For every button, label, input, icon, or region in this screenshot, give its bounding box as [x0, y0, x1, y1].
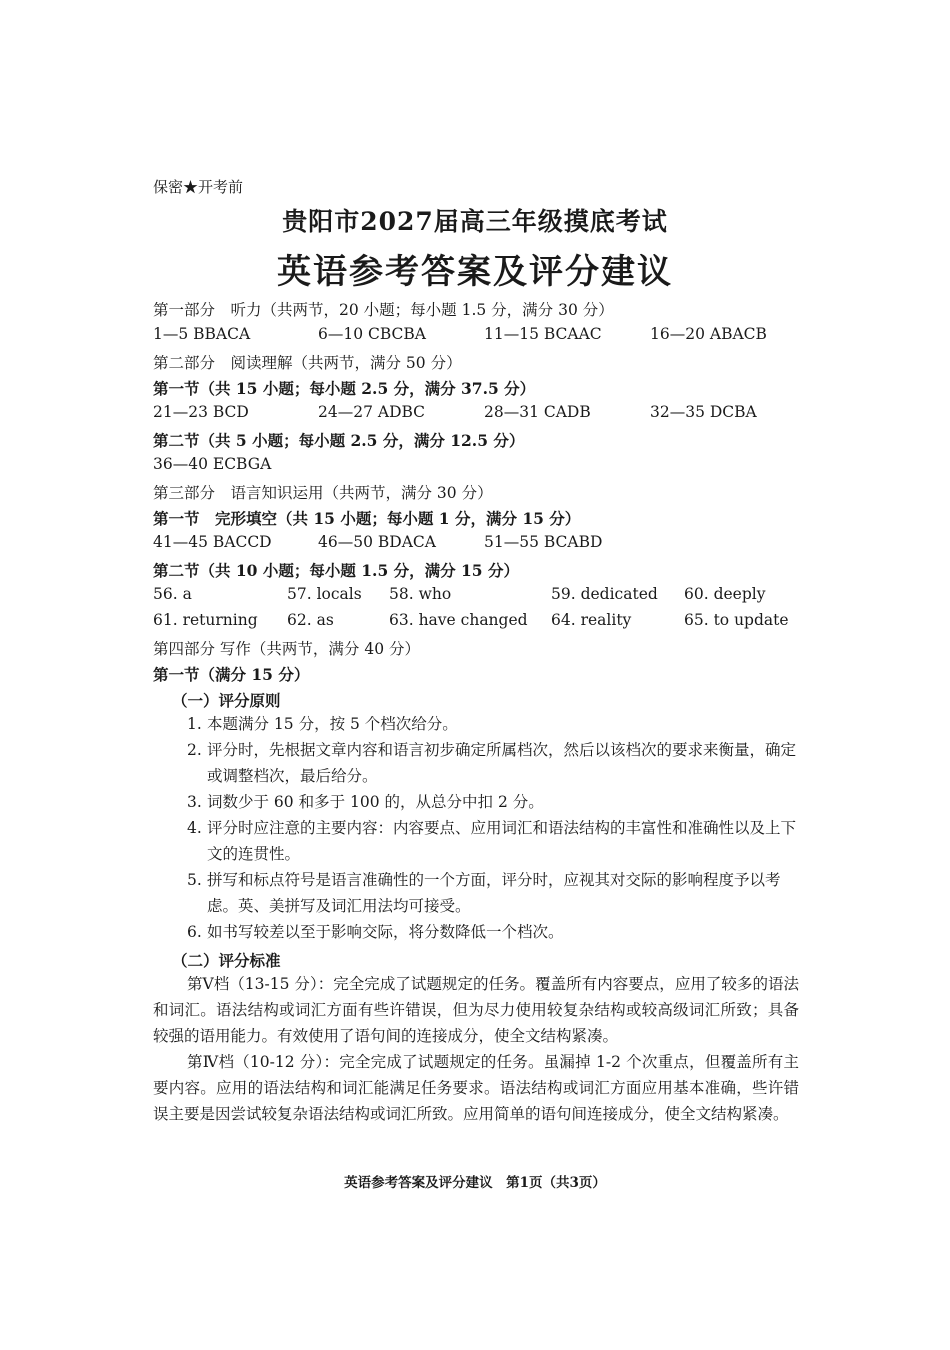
part3-sec2-heading: 第二节（共 10 小题；每小题 1.5 分，满分 15 分） — [153, 561, 519, 580]
principles-heading: （一）评分原则 — [172, 691, 281, 710]
answer-item: 60. deeply — [684, 585, 766, 603]
answer-group: 6—10 CBCBA — [318, 325, 426, 343]
answer-group: 36—40 ECBGA — [153, 455, 272, 473]
part3-heading: 第三部分 语言知识运用（共两节，满分 30 分） — [153, 484, 493, 502]
principle-text: 拼写和标点符号是语言准确性的一个方面，评分时，应视其对交际的影响程度予以考虑。英、美拼写及词汇用法均可接受。 — [207, 871, 781, 915]
exam-title: 贵阳市2027届高三年级摸底考试 — [282, 207, 668, 236]
principle-number: 5. — [187, 871, 202, 889]
answer-item: 61. returning — [153, 611, 258, 629]
part4-sec1-heading: 第一节（满分 15 分） — [153, 665, 310, 684]
principle-text: 词数少于 60 和多于 100 的，从总分中扣 2 分。 — [207, 793, 544, 811]
principle-number: 1. — [187, 715, 202, 733]
answer-group: 51—55 BCABD — [484, 533, 603, 551]
principle-number: 3. — [187, 793, 202, 811]
answer-group: 16—20 ABACB — [650, 325, 767, 343]
answer-item: 63. have changed — [389, 611, 528, 629]
confidential-label: 保密★开考前 — [153, 178, 244, 196]
principle-number: 2. — [187, 741, 202, 759]
answer-item: 59. dedicated — [551, 585, 658, 603]
answer-group: 11—15 BCAAC — [484, 325, 602, 343]
principle-number: 6. — [187, 923, 202, 941]
document-title: 英语参考答案及评分建议 — [277, 252, 673, 292]
answer-item: 58. who — [389, 585, 452, 603]
answer-item: 64. reality — [551, 611, 632, 629]
answer-group: 41—45 BACCD — [153, 533, 272, 551]
criteria-paragraph: 第Ⅳ档（10-12 分）：完全完成了试题规定的任务。虽漏掉 1-2 个次重点，但覆盖所有主要内容。应用的语法结构和词汇能满足任务要求。语法结构或词汇方面应用基本准确，些许错误主要是因尝试较复杂语法结构或词汇所致。应用简单的语句间连接成分，使全文结构紧凑。 — [153, 1053, 799, 1123]
answer-group: 24—27 ADBC — [318, 403, 426, 421]
answer-group: 1—5 BBACA — [153, 325, 251, 343]
answer-item: 56. a — [153, 585, 192, 603]
answer-item: 57. locals — [287, 585, 362, 603]
answer-group: 46—50 BDACA — [318, 533, 436, 551]
part1-heading: 第一部分 听力（共两节，20 小题；每小题 1.5 分，满分 30 分） — [153, 301, 614, 319]
part4-heading: 第四部分 写作（共两节，满分 40 分） — [153, 640, 421, 658]
principle-text: 如书写较差以至于影响交际，将分数降低一个档次。 — [207, 923, 564, 941]
answer-group: 21—23 BCD — [153, 403, 249, 421]
answer-item: 62. as — [287, 611, 334, 629]
principle-text: 本题满分 15 分，按 5 个档次给分。 — [207, 715, 458, 733]
answer-group: 28—31 CADB — [484, 403, 591, 421]
principle-text: 评分时应注意的主要内容：内容要点、应用词汇和语法结构的丰富性和准确性以及上下文的连贯性。 — [207, 819, 797, 863]
page-footer: 英语参考答案及评分建议 第1页（共3页） — [344, 1175, 606, 1191]
part3-sec1-heading: 第一节 完形填空（共 15 小题；每小题 1 分，满分 15 分） — [153, 509, 581, 528]
criteria-paragraph: 第Ⅴ档（13-15 分）：完全完成了试题规定的任务。覆盖所有内容要点，应用了较多的语法和词汇。语法结构或词汇方面有些许错误，但为尽力使用较复杂结构或较高级词汇所致；具备较强的语用能力。有效使用了语句间的连接成分，使全文结构紧凑。 — [153, 975, 799, 1045]
answer-group: 32—35 DCBA — [650, 403, 757, 421]
part2-heading: 第二部分 阅读理解（共两节，满分 50 分） — [153, 354, 462, 372]
principle-text: 评分时，先根据文章内容和语言初步确定所属档次，然后以该档次的要求来衡量，确定或调整档次，最后给分。 — [207, 741, 797, 785]
answer-item: 65. to update — [684, 611, 789, 629]
principle-number: 4. — [187, 819, 202, 837]
part2-sec1-heading: 第一节（共 15 小题；每小题 2.5 分，满分 37.5 分） — [153, 379, 536, 398]
part2-sec2-heading: 第二节（共 5 小题；每小题 2.5 分，满分 12.5 分） — [153, 431, 525, 450]
criteria-heading: （二）评分标准 — [172, 951, 281, 970]
